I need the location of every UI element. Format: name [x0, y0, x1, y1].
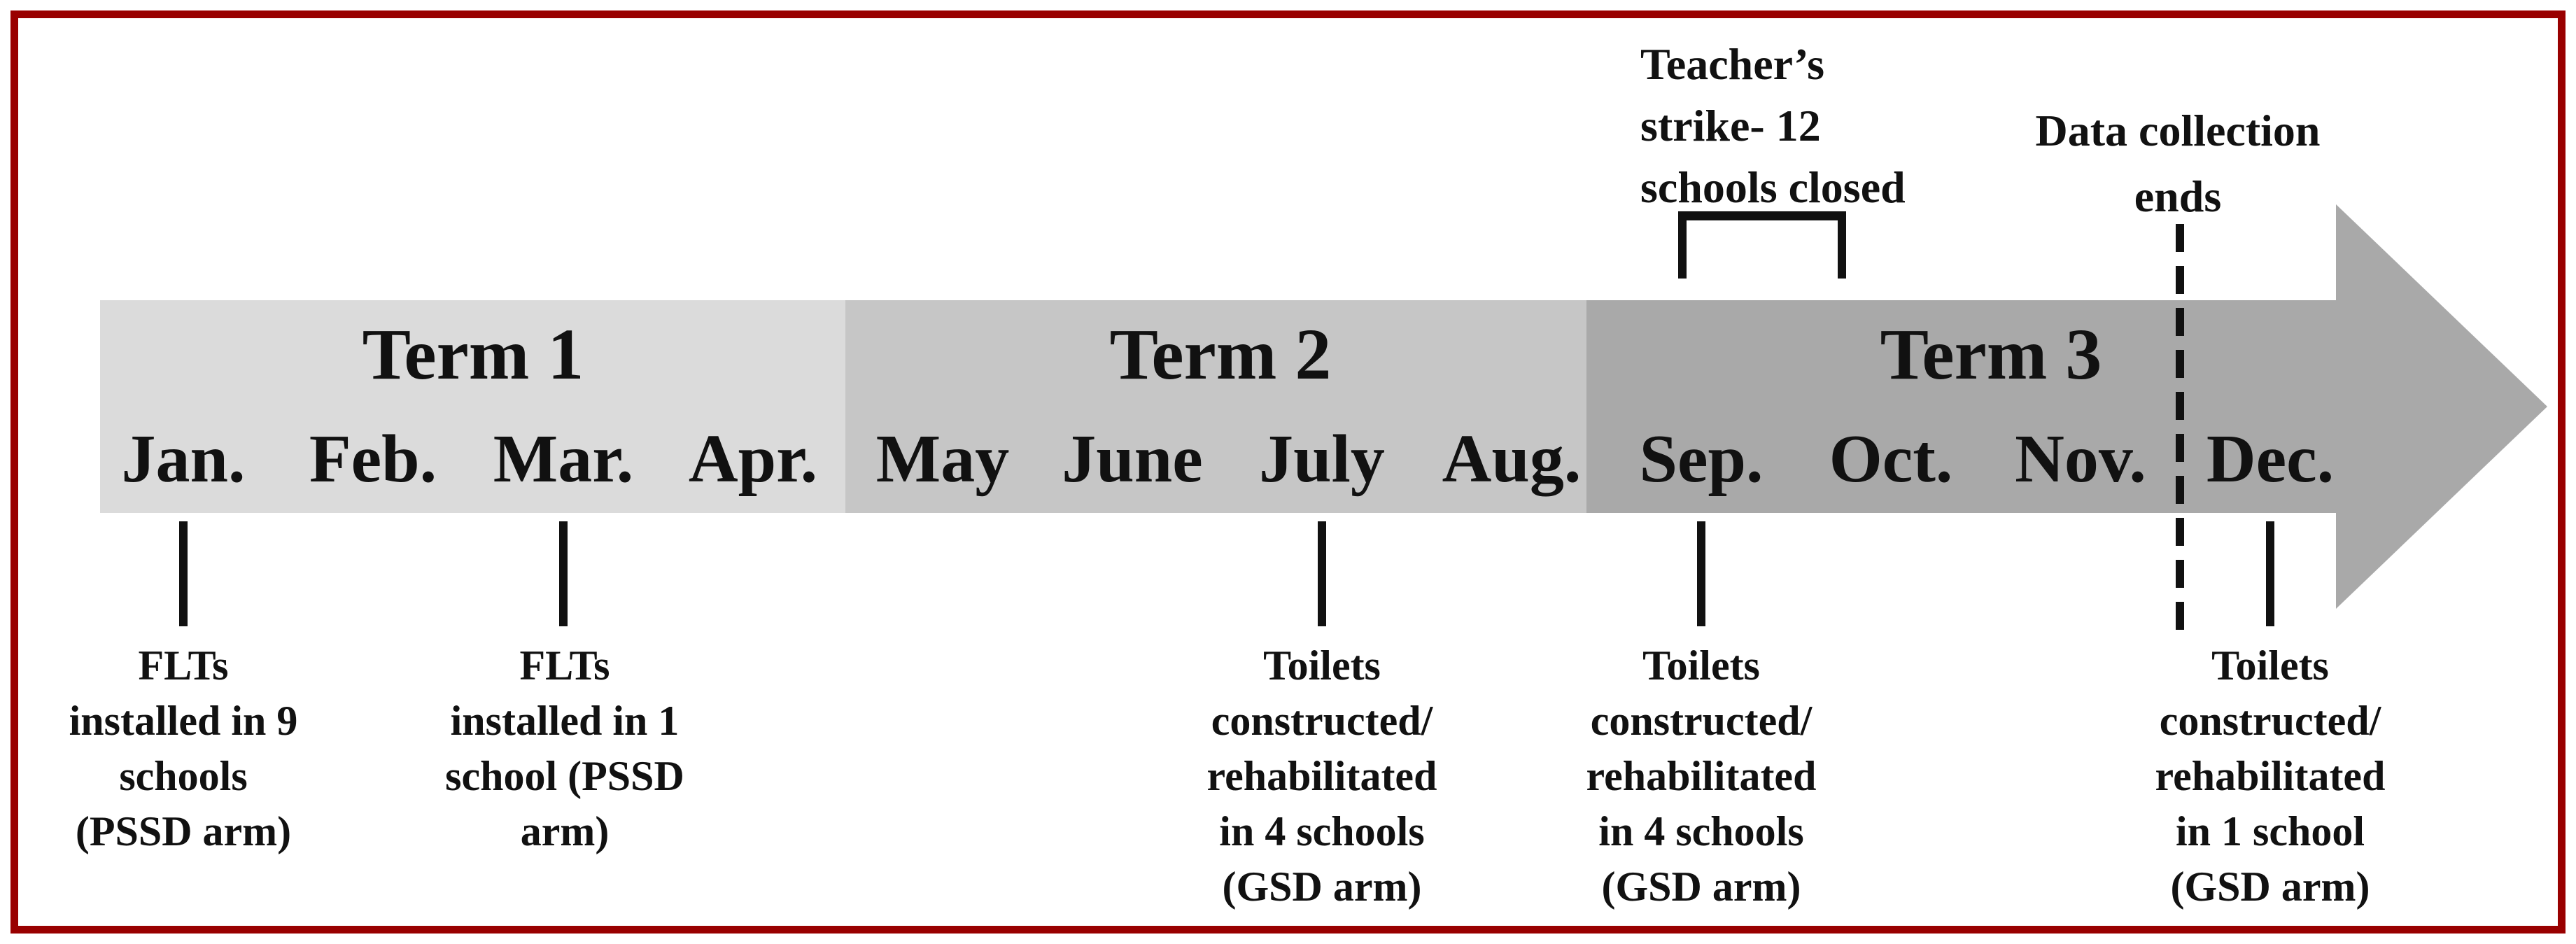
month-jan: Jan. [121, 421, 246, 497]
event-dec-line3: rehabilitated [2155, 753, 2386, 799]
tick-july [1318, 521, 1326, 626]
teachers-strike-line1: Teacher’s [1640, 39, 1825, 89]
event-jan-line1: FLTs [138, 642, 229, 689]
month-sep: Sep. [1639, 421, 1764, 497]
month-may: May [875, 421, 1010, 497]
event-sep-line2: constructed/ [1590, 698, 1813, 744]
month-nov: Nov. [2015, 421, 2146, 497]
data-collection-line1: Data collection [2035, 106, 2321, 155]
month-oct: Oct. [1829, 421, 1953, 497]
event-mar-line1: FLTs [519, 642, 610, 689]
event-dec-line1: Toilets [2211, 642, 2329, 689]
tick-jan [179, 521, 188, 626]
event-jan-line3: schools [119, 753, 248, 799]
event-dec-line4: in 1 school [2175, 808, 2365, 854]
event-dec-line5: (GSD arm) [2170, 864, 2370, 910]
month-feb: Feb. [309, 421, 437, 497]
teachers-strike-line3: schools closed [1640, 162, 1906, 212]
strike-period-bracket-icon [1678, 211, 1846, 279]
event-july-line2: constructed/ [1211, 698, 1433, 744]
data-collection-ends-note [2003, 98, 2353, 230]
event-sep-line1: Toilets [1642, 642, 1760, 689]
event-note-dec [2074, 638, 2466, 915]
event-note-mar [369, 638, 761, 859]
tick-mar [559, 521, 568, 626]
data-collection-line2: ends [2134, 171, 2222, 221]
event-july-line3: rehabilitated [1206, 753, 1437, 799]
event-sep-line5: (GSD arm) [1601, 864, 1801, 910]
event-sep-line4: in 4 schools [1598, 808, 1804, 854]
month-june: June [1062, 421, 1203, 497]
term3-label: Term 3 [1880, 314, 2102, 395]
term1-label: Term 1 [362, 314, 584, 395]
event-mar-line4: arm) [520, 808, 610, 854]
event-mar-line3: school (PSSD [445, 753, 684, 799]
event-note-july [1126, 638, 1518, 915]
right-arrow-icon [2336, 204, 2547, 609]
event-july-line5: (GSD arm) [1222, 864, 1422, 910]
event-dec-line2: constructed/ [2159, 698, 2381, 744]
tick-dec [2266, 521, 2274, 626]
event-note-sep [1505, 638, 1897, 915]
event-note-jan [0, 638, 379, 859]
term2-label: Term 2 [1109, 314, 1332, 395]
month-apr: Apr. [688, 421, 818, 497]
tick-sep [1697, 521, 1705, 626]
event-july-line4: in 4 schools [1219, 808, 1425, 854]
teachers-strike-note [1640, 34, 1906, 218]
event-jan-line4: (PSSD arm) [75, 808, 292, 854]
month-july: July [1259, 421, 1385, 497]
event-jan-line2: installed in 9 [69, 698, 298, 744]
month-mar: Mar. [493, 421, 634, 497]
month-dec: Dec. [2206, 421, 2335, 497]
event-sep-line3: rehabilitated [1586, 753, 1817, 799]
data-collection-end-dashed-line-icon [2176, 224, 2184, 630]
event-mar-line2: installed in 1 [450, 698, 680, 744]
teachers-strike-line2: strike- 12 [1640, 101, 1821, 150]
event-july-line1: Toilets [1263, 642, 1381, 689]
month-aug: Aug. [1442, 421, 1582, 497]
